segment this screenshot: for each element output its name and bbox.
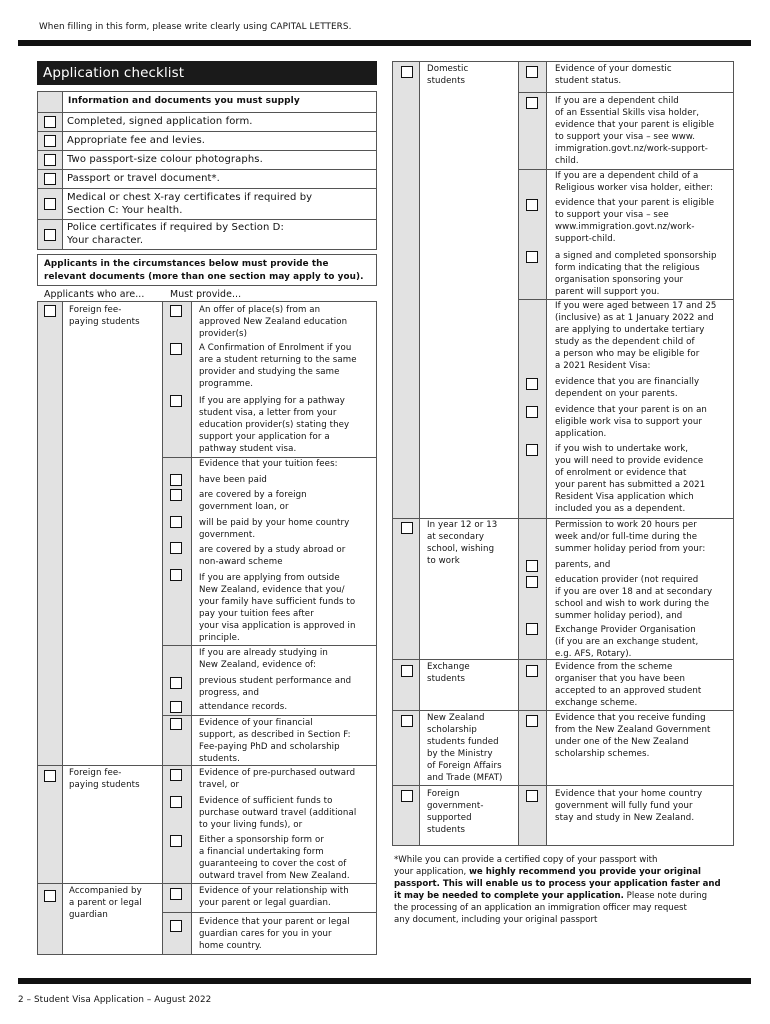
fees-paid: have been paid: [199, 475, 267, 485]
footnote-line-2b: we highly recommend you provide your original: [468, 866, 701, 877]
domestic-applicant: Domestic students: [427, 64, 469, 86]
checkbox-fee-levies[interactable]: [44, 135, 56, 147]
bottom-rule: [18, 978, 751, 984]
checkbox-application-form[interactable]: [44, 116, 56, 128]
resident-dependent: evidence that you are financially dependent on your parents.: [555, 377, 700, 399]
checkbox-outward-travel[interactable]: [170, 769, 182, 781]
religious-intro: If you are a dependent child of a Religious worker visa holder, either:: [555, 171, 713, 193]
checkbox-fees-paid[interactable]: [170, 474, 182, 486]
checkbox-parent-work-visa[interactable]: [526, 406, 538, 418]
footnote-line-4b: Please note during: [623, 890, 708, 901]
footnote-line-4a: it may be needed to complete your application.: [394, 890, 624, 901]
checkbox-exchange-provider[interactable]: [526, 623, 538, 635]
checkbox-passport[interactable]: [44, 173, 56, 185]
doc-relationship-evidence: Evidence of your relationship with your parent or legal guardian.: [199, 886, 349, 908]
page-footer: 2 – Student Visa Application – August 2022: [18, 995, 212, 1005]
religious-eligible: evidence that your parent is eligible to support your visa – see www.immigration.govt.nz/work- support-child.: [555, 198, 715, 244]
checkbox-medical[interactable]: [44, 198, 56, 210]
doc-pathway-letter: If you are applying for a pathway student visa, a letter from your education provider(s) stating they support your application for a pathway student visa.: [199, 396, 350, 454]
checkbox-undertake-work[interactable]: [526, 444, 538, 456]
doc-outward-funds: Evidence of sufficient funds to purchase outward travel (additional to your living funds), or: [199, 796, 357, 830]
checkbox-religious-sponsorship[interactable]: [526, 251, 538, 263]
checkbox-essential-skills[interactable]: [526, 97, 538, 109]
checkbox-fees-loan[interactable]: [170, 489, 182, 501]
doc-government-funding: Evidence that your home country government will fully fund your stay and study in New Zealand.: [555, 789, 703, 823]
doc-sponsorship-form: Either a sponsorship form or a financial undertaking form guaranteeing to cover the cost of outward travel from New Zealand.: [199, 835, 350, 881]
study-attendance: attendance records.: [199, 702, 288, 712]
checkbox-fees-outside-nz[interactable]: [170, 569, 182, 581]
form-instruction: When filling in this form, please write clearly using CAPITAL LETTERS.: [39, 22, 352, 32]
fees-outside-nz: If you are applying from outside New Zealand, evidence that you/ your family have sufficient funds to pay your tuition fees after your visa application is approved in principle.: [199, 573, 356, 643]
doc-outward-travel: Evidence of pre-purchased outward travel, or: [199, 768, 356, 790]
doc-financial-support: Evidence of your financial support, as described in Section F: Fee-paying PhD and scholarship students.: [199, 718, 351, 764]
checkbox-relationship-evidence[interactable]: [170, 888, 182, 900]
row1-applicant: Foreign fee- paying students: [69, 305, 140, 327]
checkbox-financial-support[interactable]: [170, 718, 182, 730]
fees-loan: are covered by a foreign government loan, or: [199, 490, 307, 512]
resident-parent-visa: evidence that your parent is on an eligible work visa to support your application.: [555, 405, 707, 439]
checkbox-foreign-fee-paying-2[interactable]: [44, 770, 56, 782]
checkbox-police[interactable]: [44, 229, 56, 241]
supply-item-3: Two passport-size colour photographs.: [67, 154, 263, 165]
resident-intro: If you were aged between 17 and 25 (inclusive) as at 1 January 2022 and are applying to undertake tertiary study as the dependent child of a person who may be eligible for a 2021 Resident Visa:: [555, 301, 717, 371]
footnote-line-2a: your application,: [394, 866, 469, 877]
study-performance: previous student performance and progress, and: [199, 676, 352, 698]
supply-item-1: Completed, signed application form.: [67, 116, 253, 127]
checkbox-sponsorship-form[interactable]: [170, 835, 182, 847]
fees-study-abroad: are covered by a study abroad or non-award scheme: [199, 545, 346, 567]
checkbox-pathway-letter[interactable]: [170, 395, 182, 407]
fees-government: will be paid by your home country government.: [199, 518, 350, 540]
year12-exchange: Exchange Provider Organisation (if you are an exchange student, e.g. AFS, Rotary).: [555, 625, 699, 659]
religious-sponsorship: a signed and completed sponsorship form indicating that the religious organisation sponsoring your parent will support you.: [555, 251, 717, 297]
checkbox-guardian-care[interactable]: [170, 920, 182, 932]
supply-heading: Information and documents you must supply: [68, 96, 300, 106]
checkbox-offer-of-place[interactable]: [170, 305, 182, 317]
row3-applicant: Accompanied by a parent or legal guardian: [69, 886, 142, 920]
circumstances-intro: Applicants in the circumstances below must provide the relevant documents (more than one section may apply to you).: [44, 259, 364, 282]
doc-scheme-evidence: Evidence from the scheme organiser that you have been accepted to an approved student exchange scheme.: [555, 662, 702, 708]
checkbox-outward-funds[interactable]: [170, 796, 182, 808]
checklist-title: Application checklist: [43, 65, 185, 81]
checkbox-permission-parents[interactable]: [526, 560, 538, 572]
fg-applicant: Foreign government- supported students: [427, 789, 484, 835]
passport-footnote: [394, 855, 739, 926]
resident-work: if you wish to undertake work, you will need to provide evidence of enrolment or evidence that your parent has submitted a 2021 Resident Visa application which included you as a dependent.: [555, 444, 706, 514]
column-must: Must provide...: [170, 289, 242, 300]
doc-offer-of-place: An offer of place(s) from an approved New Zealand education provider(s): [199, 305, 348, 339]
checkbox-year12-13[interactable]: [401, 522, 413, 534]
checkbox-foreign-fee-paying-1[interactable]: [44, 305, 56, 317]
fees-intro: Evidence that your tuition fees:: [199, 459, 338, 469]
doc-funding-evidence: Evidence that you receive funding from the New Zealand Government under one of the New Zealand scholarship schemes.: [555, 713, 711, 759]
checkbox-scheme-evidence[interactable]: [526, 665, 538, 677]
checkbox-fees-study-abroad[interactable]: [170, 542, 182, 554]
supply-item-2: Appropriate fee and levies.: [67, 135, 206, 146]
footnote-line-6: any document, including your original passport: [394, 914, 598, 925]
nzs-applicant: New Zealand scholarship students funded by the Ministry of Foreign Affairs and Trade (MFAT): [427, 713, 503, 783]
checkbox-government-funding[interactable]: [526, 790, 538, 802]
checkbox-exchange-students[interactable]: [401, 665, 413, 677]
checkbox-nz-scholarship[interactable]: [401, 715, 413, 727]
footnote-line-1: *While you can provide a certified copy of your passport with: [394, 855, 658, 865]
column-who: Applicants who are...: [44, 289, 145, 300]
year12-intro: Permission to work 20 hours per week and/or full-time during the summer holiday period from your:: [555, 520, 706, 554]
row2-applicant: Foreign fee- paying students: [69, 768, 140, 790]
checkbox-attendance[interactable]: [170, 701, 182, 713]
checklist-title-bar: [37, 61, 377, 85]
doc-guardian-care: Evidence that your parent or legal guardian cares for you in your home country.: [199, 917, 350, 951]
doc-essential-skills: If you are a dependent child of an Essential Skills visa holder, evidence that your parent is eligible to support your visa – see www. immigration.govt.nz/work-support- child.: [555, 96, 715, 166]
supply-item-4: Passport or travel document*.: [67, 173, 220, 184]
checkbox-domestic-students[interactable]: [401, 66, 413, 78]
checkbox-domestic-status[interactable]: [526, 66, 538, 78]
doc-confirmation-enrolment: A Confirmation of Enrolment if you are a student returning to the same provider and studying the same programme.: [199, 343, 357, 389]
footnote-line-5: the processing of an application an immigration officer may request: [394, 902, 687, 913]
checkbox-fees-government[interactable]: [170, 516, 182, 528]
doc-domestic-status: Evidence of your domestic student status.: [555, 64, 672, 86]
checkbox-photographs[interactable]: [44, 154, 56, 166]
footnote-line-3: passport. This will enable us to process your application faster and: [394, 878, 721, 889]
checkbox-financially-dependent[interactable]: [526, 378, 538, 390]
supply-item-6: Police certificates if required by Section D: Your character.: [67, 222, 284, 246]
checkbox-accompanied-guardian[interactable]: [44, 890, 56, 902]
checkbox-religious-eligible[interactable]: [526, 199, 538, 211]
top-rule: [18, 40, 751, 46]
checkbox-foreign-government[interactable]: [401, 790, 413, 802]
checkbox-funding-evidence[interactable]: [526, 715, 538, 727]
supply-item-5: Medical or chest X-ray certificates if required by Section C: Your health.: [67, 192, 313, 216]
checkbox-confirmation-enrolment[interactable]: [170, 343, 182, 355]
exchange-applicant: Exchange students: [427, 662, 470, 684]
study-intro: If you are already studying in New Zealand, evidence of:: [199, 648, 328, 670]
checkbox-permission-provider[interactable]: [526, 576, 538, 588]
year12-applicant: In year 12 or 13 at secondary school, wishing to work: [427, 520, 498, 566]
year12-parents: parents, and: [555, 560, 611, 570]
year12-provider: education provider (not required if you are over 18 and at secondary school and wish to work during the summer holiday period), and: [555, 575, 713, 621]
checkbox-student-performance[interactable]: [170, 677, 182, 689]
